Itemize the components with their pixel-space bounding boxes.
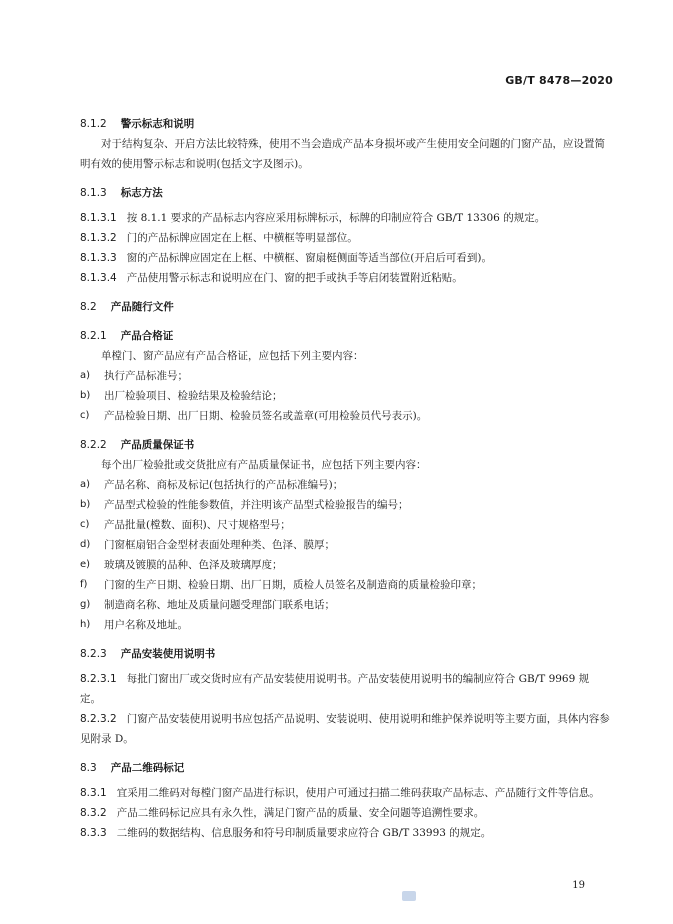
heading-8-2 — [80, 297, 610, 317]
heading-number: 8.2 — [80, 301, 97, 313]
heading-number: 8.1.3 — [80, 187, 107, 199]
list-marker: b) — [80, 390, 91, 401]
list-text: 门窗框扇铝合金型材表面处理种类、色泽、膜厚； — [104, 539, 335, 551]
clause-number: 8.3.1 — [80, 787, 107, 799]
list-item — [80, 555, 610, 575]
clause-text: 产品使用警示标志和说明应在门、窗的把手或执手等启闭装置附近粘贴。 — [126, 272, 463, 284]
list-item — [80, 595, 610, 615]
heading-title: 产品合格证 — [120, 330, 174, 342]
list-text: 产品检验日期、出厂日期、检验员签名或盖章(可用检验员代号表示)。 — [104, 410, 428, 422]
heading-title: 标志方法 — [120, 187, 163, 199]
clause-text: 门的产品标牌应固定在上框、中横框等明显部位。 — [126, 232, 358, 244]
list-item — [80, 366, 610, 386]
clause-text: 窗的产品标牌应固定在上框、中横框、窗扇梃侧面等适当部位(开启后可看到)。 — [126, 252, 492, 264]
heading-8-2-2 — [80, 435, 610, 455]
clause-text: 按 8.1.1 要求的产品标志内容应采用标牌标示，标牌的印制应符合 GB/T 13306 的规定。 — [126, 212, 546, 224]
list-item — [80, 406, 610, 426]
clause-8-3-2 — [80, 803, 610, 823]
heading-8-1-3 — [80, 183, 610, 203]
list-marker: g) — [80, 599, 91, 610]
list-marker: f) — [80, 579, 88, 590]
list-marker: h) — [80, 619, 91, 630]
list-text: 用户名称及地址。 — [104, 619, 188, 631]
clauses-8-2-3 — [80, 669, 610, 749]
clause-8-1-3-2 — [80, 228, 610, 248]
heading-title: 产品随行文件 — [110, 301, 174, 313]
clause-8-3-1 — [80, 783, 610, 803]
clause-number: 8.1.3.4 — [80, 272, 117, 284]
list-marker: c) — [80, 410, 90, 421]
heading-number: 8.3 — [80, 762, 97, 774]
list-text: 执行产品标准号； — [104, 370, 188, 382]
page-content — [80, 114, 610, 843]
list-text: 制造商名称、地址及质量问题受理部门联系电话； — [104, 599, 335, 611]
list-text: 产品型式检验的性能参数值，并注明该产品型式检验报告的编号； — [104, 499, 409, 511]
list-item — [80, 615, 610, 635]
clause-text: 宜采用二维码对每樘门窗产品进行标识，使用户可通过扫描二维码获取产品标志、产品随行文件等信息。 — [116, 787, 600, 799]
intro-8-2-1: 单樘门、窗产品应有产品合格证，应包括下列主要内容： — [101, 350, 364, 362]
heading-8-2-1 — [80, 326, 610, 346]
footer-mark-icon — [402, 891, 416, 901]
clause-8-1-3-3 — [80, 248, 610, 268]
list-marker: e) — [80, 559, 91, 570]
clause-number: 8.2.3.1 — [80, 673, 117, 685]
clause-8-1-3-4 — [80, 268, 610, 288]
intro-8-2-2: 每个出厂检验批或交货批应有产品质量保证书，应包括下列主要内容： — [101, 459, 427, 471]
heading-title: 产品安装使用说明书 — [120, 648, 216, 660]
heading-number: 8.2.3 — [80, 648, 107, 660]
list-item — [80, 495, 610, 515]
clause-text: 门窗产品安装使用说明书应包括产品说明、安装说明、使用说明和维护保养说明等主要方面，具体内容参见附录 D。 — [80, 713, 610, 745]
clause-text: 每批门窗出厂或交货时应有产品安装使用说明书。产品安装使用说明书的编制应符合 GB/T 9969 规定。 — [80, 673, 590, 705]
clause-number: 8.2.3.2 — [80, 713, 117, 725]
clause-number: 8.1.3.2 — [80, 232, 117, 244]
list-8-2-2 — [80, 475, 610, 635]
heading-8-2-3 — [80, 644, 610, 664]
heading-number: 8.2.2 — [80, 439, 107, 451]
clause-number: 8.3.3 — [80, 827, 107, 839]
standard-code: GB/T 8478—2020 — [505, 74, 613, 87]
clause-number: 8.1.3.1 — [80, 212, 117, 224]
list-text: 门窗的生产日期、检验日期、出厂日期，质检人员签名及制造商的质量检验印章； — [104, 579, 482, 591]
list-text: 产品批量(樘数、面积)、尺寸规格型号； — [104, 519, 291, 531]
list-text: 玻璃及镀膜的品种、色泽及玻璃厚度； — [104, 559, 283, 571]
list-item — [80, 515, 610, 535]
list-text: 产品名称、商标及标记(包括执行的产品标准编号)； — [104, 479, 344, 491]
clause-8-3-3 — [80, 823, 610, 843]
clause-number: 8.3.2 — [80, 807, 107, 819]
heading-title: 产品质量保证书 — [120, 439, 195, 451]
list-marker: d) — [80, 539, 91, 550]
list-marker: c) — [80, 519, 90, 530]
heading-number: 8.1.2 — [80, 118, 107, 130]
heading-number: 8.2.1 — [80, 330, 107, 342]
clauses-8-3 — [80, 783, 610, 843]
page-number: 19 — [572, 880, 585, 891]
clause-text: 二维码的数据结构、信息服务和符号印制质量要求应符合 GB/T 33993 的规定。 — [116, 827, 492, 839]
clause-8-2-3-1 — [80, 669, 610, 709]
list-item — [80, 535, 610, 555]
heading-title: 产品二维码标记 — [110, 762, 185, 774]
list-8-2-1 — [80, 366, 610, 426]
heading-8-1-2 — [80, 114, 610, 134]
list-item — [80, 475, 610, 495]
list-item — [80, 575, 610, 595]
clause-8-1-3-1 — [80, 208, 610, 228]
list-marker: a) — [80, 479, 91, 490]
list-text: 出厂检验项目、检验结果及检验结论； — [104, 390, 283, 402]
list-item — [80, 386, 610, 406]
list-marker: a) — [80, 370, 91, 381]
clauses-8-1-3 — [80, 208, 610, 288]
clause-8-2-3-2 — [80, 709, 610, 749]
paragraph-8-1-2: 对于结构复杂、开启方法比较特殊，使用不当会造成产品本身损坏或产生使用安全问题的门窗产品，应设置简明有效的使用警示标志和说明(包括文字及图示)。 — [80, 138, 605, 170]
heading-8-3 — [80, 758, 610, 778]
heading-title: 警示标志和说明 — [120, 118, 195, 130]
list-marker: b) — [80, 499, 91, 510]
clause-text: 产品二维码标记应具有永久性，满足门窗产品的质量、安全问题等追溯性要求。 — [116, 807, 485, 819]
clause-number: 8.1.3.3 — [80, 252, 117, 264]
